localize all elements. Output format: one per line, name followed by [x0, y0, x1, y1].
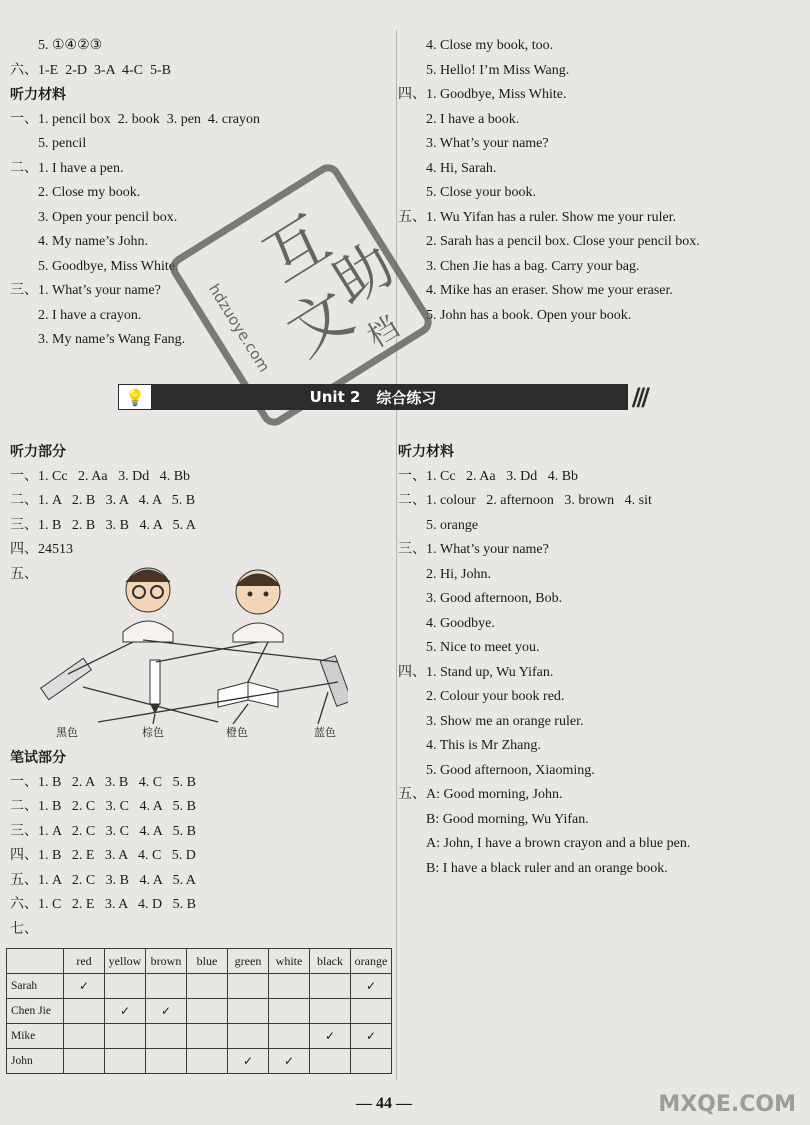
text-line: 2. Colour your book red. [426, 689, 565, 704]
table-cell [64, 1024, 105, 1049]
table-cell [105, 1024, 146, 1049]
text-line: 二、1. B 2. C 3. C 4. A 5. B [10, 799, 196, 814]
unit-title-bar [118, 383, 646, 411]
lightbulb-icon: 💡 [118, 384, 152, 410]
text-line: 三、1. B 2. B 3. B 4. A 5. A [10, 517, 196, 533]
text-line: 四、1. Goodbye, Miss White. [398, 87, 567, 102]
stamp-char-1: 互 [251, 201, 343, 297]
text-line: 二、1. colour 2. afternoon 3. brown 4. sit [398, 493, 652, 508]
text-line: 5. John has a book. Open your book. [426, 307, 632, 323]
table-cell: ✓ [64, 974, 105, 999]
table-cell [146, 1024, 187, 1049]
label-black: 黑色 [56, 726, 78, 739]
table-cell: ✓ [351, 974, 392, 999]
table-header-cell: red [64, 949, 105, 974]
text-line: 五、1. Wu Yifan has a ruler. Show me your ruler. [398, 209, 677, 225]
table-header-cell: black [310, 949, 351, 974]
table-header-cell: blue [187, 949, 228, 974]
written-section [10, 746, 390, 942]
boy-figure [233, 570, 283, 642]
stamp-char-2: 助 [320, 229, 406, 319]
table-cell [187, 1024, 228, 1049]
text-line: 5. orange [426, 517, 479, 533]
table-header-cell: white [269, 949, 310, 974]
text-line: 5. pencil [38, 136, 87, 151]
table-cell: ✓ [105, 999, 146, 1024]
text-line: 二、1. A 2. B 3. A 4. A 5. B [10, 493, 196, 508]
table-cell [64, 999, 105, 1024]
table-row-name: John [7, 1049, 64, 1074]
table-cell [187, 999, 228, 1024]
bottom-right-column [398, 440, 798, 881]
table-cell [269, 1024, 310, 1049]
table-cell [351, 1049, 392, 1074]
text-line: 3. Show me an orange ruler. [426, 713, 584, 729]
text-line: 五、 [10, 566, 38, 582]
table-cell [310, 999, 351, 1024]
text-line: 4. Hi, Sarah. [426, 160, 497, 176]
table-row-name: Mike [7, 1024, 64, 1049]
crayon-item [320, 656, 348, 707]
text-line: 一、1. pencil box 2. book 3. pen 4. crayon [10, 111, 261, 127]
table-header-cell: green [228, 949, 269, 974]
text-line: 5. Goodbye, Miss White. [38, 258, 179, 274]
table-cell [187, 1049, 228, 1074]
label-orange: 橙色 [226, 726, 248, 739]
text-line: 听力部分 [10, 444, 66, 460]
unit-label: Unit 2 [309, 388, 361, 406]
table-row-name: Sarah [7, 974, 64, 999]
text-line: 四、1. Stand up, Wu Yifan. [398, 664, 554, 680]
book-item [218, 682, 278, 707]
unit-title: 综合练习 [376, 388, 437, 407]
text-line: 笔试部分 [10, 750, 66, 766]
text-line: 2. Sarah has a pencil box. Close your pencil box. [426, 234, 700, 249]
text-line: 2. I have a book. [426, 111, 520, 127]
text-line: 听力材料 [10, 87, 66, 103]
text-line: 4. Goodbye. [426, 615, 495, 631]
table-cell [269, 974, 310, 999]
text-line: 听力材料 [398, 444, 454, 460]
text-line: 2. Hi, John. [426, 566, 491, 582]
text-line: 五、A: Good morning, John. [398, 787, 563, 802]
slash-decoration: /// [631, 383, 646, 411]
text-line: 3. Chen Jie has a bag. Carry your bag. [426, 258, 640, 274]
table-row [7, 1024, 392, 1049]
stamp-char-4: 档 [361, 309, 406, 356]
text-line: 一、1. Cc 2. Aa 3. Dd 4. Bb [10, 468, 191, 484]
text-line: 三、1. A 2. C 3. C 4. A 5. B [10, 823, 196, 839]
text-line: 3. My name’s Wang Fang. [38, 332, 186, 347]
text-line: B: I have a black ruler and an orange book. [426, 860, 668, 876]
label-brown: 棕色 [142, 726, 164, 739]
table-header-cell [7, 949, 64, 974]
text-line: 3. Open your pencil box. [38, 209, 178, 225]
table-row-name: Chen Jie [7, 999, 64, 1024]
text-line: 4. This is Mr Zhang. [426, 738, 541, 753]
text-line: 一、1. B 2. A 3. B 4. C 5. B [10, 774, 196, 790]
matching-figure [38, 562, 348, 742]
page-number: — 44 — [356, 1095, 412, 1112]
color-check-table [6, 948, 392, 1074]
table-cell [269, 999, 310, 1024]
stamp-char-3: 文 [273, 275, 366, 371]
table-cell [105, 1049, 146, 1074]
text-line: 三、1. What’s your name? [10, 283, 161, 298]
table-cell: ✓ [269, 1049, 310, 1074]
text-line: 4. My name’s John. [38, 234, 149, 249]
table-cell: ✓ [351, 1024, 392, 1049]
text-line: 六、1-E 2-D 3-A 4-C 5-B [10, 62, 171, 78]
table-cell [146, 1049, 187, 1074]
text-line: 七、 [10, 921, 38, 937]
site-watermark: MXQE.COM [658, 1092, 796, 1117]
label-blue: 蓝色 [314, 726, 336, 739]
table-cell [64, 1049, 105, 1074]
table-cell [228, 999, 269, 1024]
text-line: 3. Good afternoon, Bob. [426, 591, 563, 606]
table-cell [228, 974, 269, 999]
table-cell: ✓ [146, 999, 187, 1024]
table-cell [187, 974, 228, 999]
table-cell: ✓ [310, 1024, 351, 1049]
text-line: 4. Mike has an eraser. Show me your eraser. [426, 283, 673, 298]
stamp-url: hdzuoye.com [204, 280, 274, 376]
table-header-cell: orange [351, 949, 392, 974]
table-cell [351, 999, 392, 1024]
matching-lines [68, 640, 338, 724]
text-line: 2. Close my book. [38, 185, 141, 200]
text-line: A: John, I have a brown crayon and a blue pen. [426, 836, 691, 851]
text-line: 三、1. What’s your name? [398, 542, 549, 557]
table-header-cell: yellow [105, 949, 146, 974]
top-right-column [398, 34, 798, 328]
table-row [7, 999, 392, 1024]
table-cell [228, 1024, 269, 1049]
text-line: 5. Nice to meet you. [426, 640, 540, 655]
ruler-pencil-case-item [41, 658, 92, 699]
table-cell [310, 974, 351, 999]
text-line: 六、1. C 2. E 3. A 4. D 5. B [10, 897, 196, 912]
text-line: 五、1. A 2. C 3. B 4. A 5. A [10, 872, 196, 888]
text-line: 一、1. Cc 2. Aa 3. Dd 4. Bb [398, 468, 579, 484]
text-line: 4. Close my book, too. [426, 38, 554, 53]
text-line: 5. Close your book. [426, 185, 537, 200]
text-line: 5. Hello! I’m Miss Wang. [426, 62, 570, 78]
table-row [7, 974, 392, 999]
table-cell [146, 974, 187, 999]
table-row [7, 1049, 392, 1074]
text-line: 四、24513 [10, 542, 73, 557]
table-header-cell: brown [146, 949, 187, 974]
table-cell [105, 974, 146, 999]
text-line: 四、1. B 2. E 3. A 4. C 5. D [10, 848, 196, 863]
table-cell: ✓ [228, 1049, 269, 1074]
text-line: 2. I have a crayon. [38, 307, 142, 323]
column-divider [396, 30, 397, 1080]
matching-svg [38, 562, 348, 742]
boy-glasses-figure [123, 568, 173, 642]
text-line: 5. Good afternoon, Xiaoming. [426, 762, 595, 778]
text-line: 5. ①④②③ [38, 38, 103, 53]
text-line: 二、1. I have a pen. [10, 160, 124, 176]
text-line: B: Good morning, Wu Yifan. [426, 811, 589, 827]
table-cell [310, 1049, 351, 1074]
text-line: 3. What’s your name? [426, 136, 549, 151]
